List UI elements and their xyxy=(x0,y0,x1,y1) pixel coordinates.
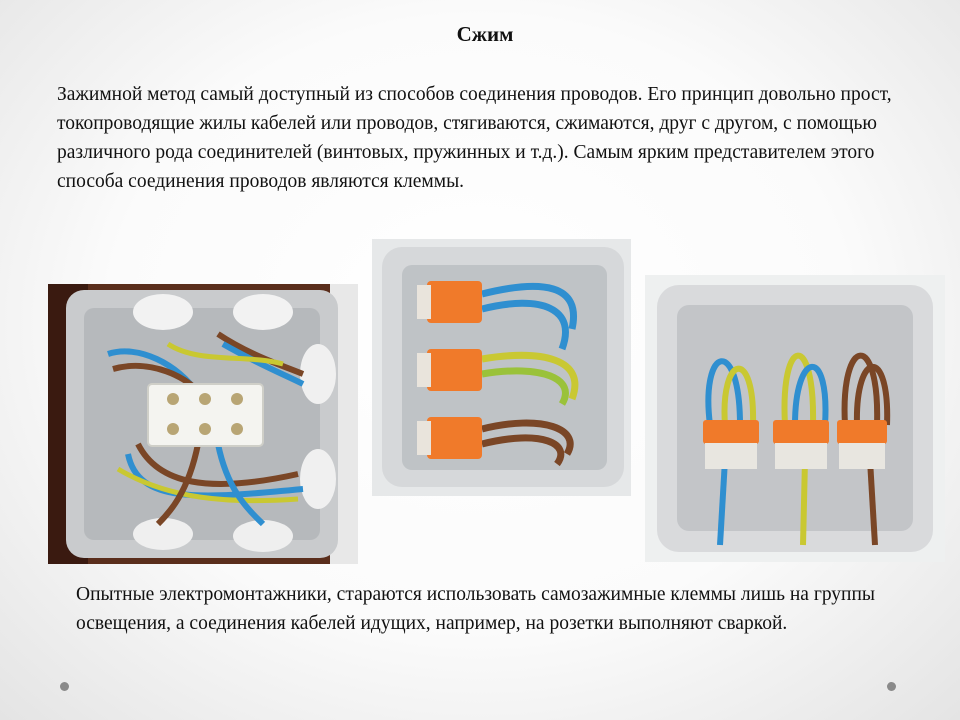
junction-box-lever-connectors-photo xyxy=(372,239,631,496)
junction-box-three-groups-photo xyxy=(645,275,945,562)
junction-box-screw-terminal-photo xyxy=(48,284,358,564)
outro-paragraph: Опытные электромонтажники, стараются использовать самозажимные клеммы лишь на группы освещения, а соединения кабелей идущих, например, на розетки выполняют сваркой. xyxy=(76,584,876,634)
decorative-dot-right xyxy=(887,682,896,691)
slide-title: Сжим xyxy=(456,22,514,46)
decorative-dot-left xyxy=(60,682,69,691)
intro-paragraph: Зажимной метод самый доступный из способов соединения проводов. Его принцип довольно прост, токопроводящие жилы кабелей или проводов, стягиваются, сжимаются, друг с другом, с помощью различного рода соединителей (винтовых, пружинных и т.д.). Самым ярким представителем этого способа соединения проводов являются клеммы. xyxy=(57,84,892,192)
